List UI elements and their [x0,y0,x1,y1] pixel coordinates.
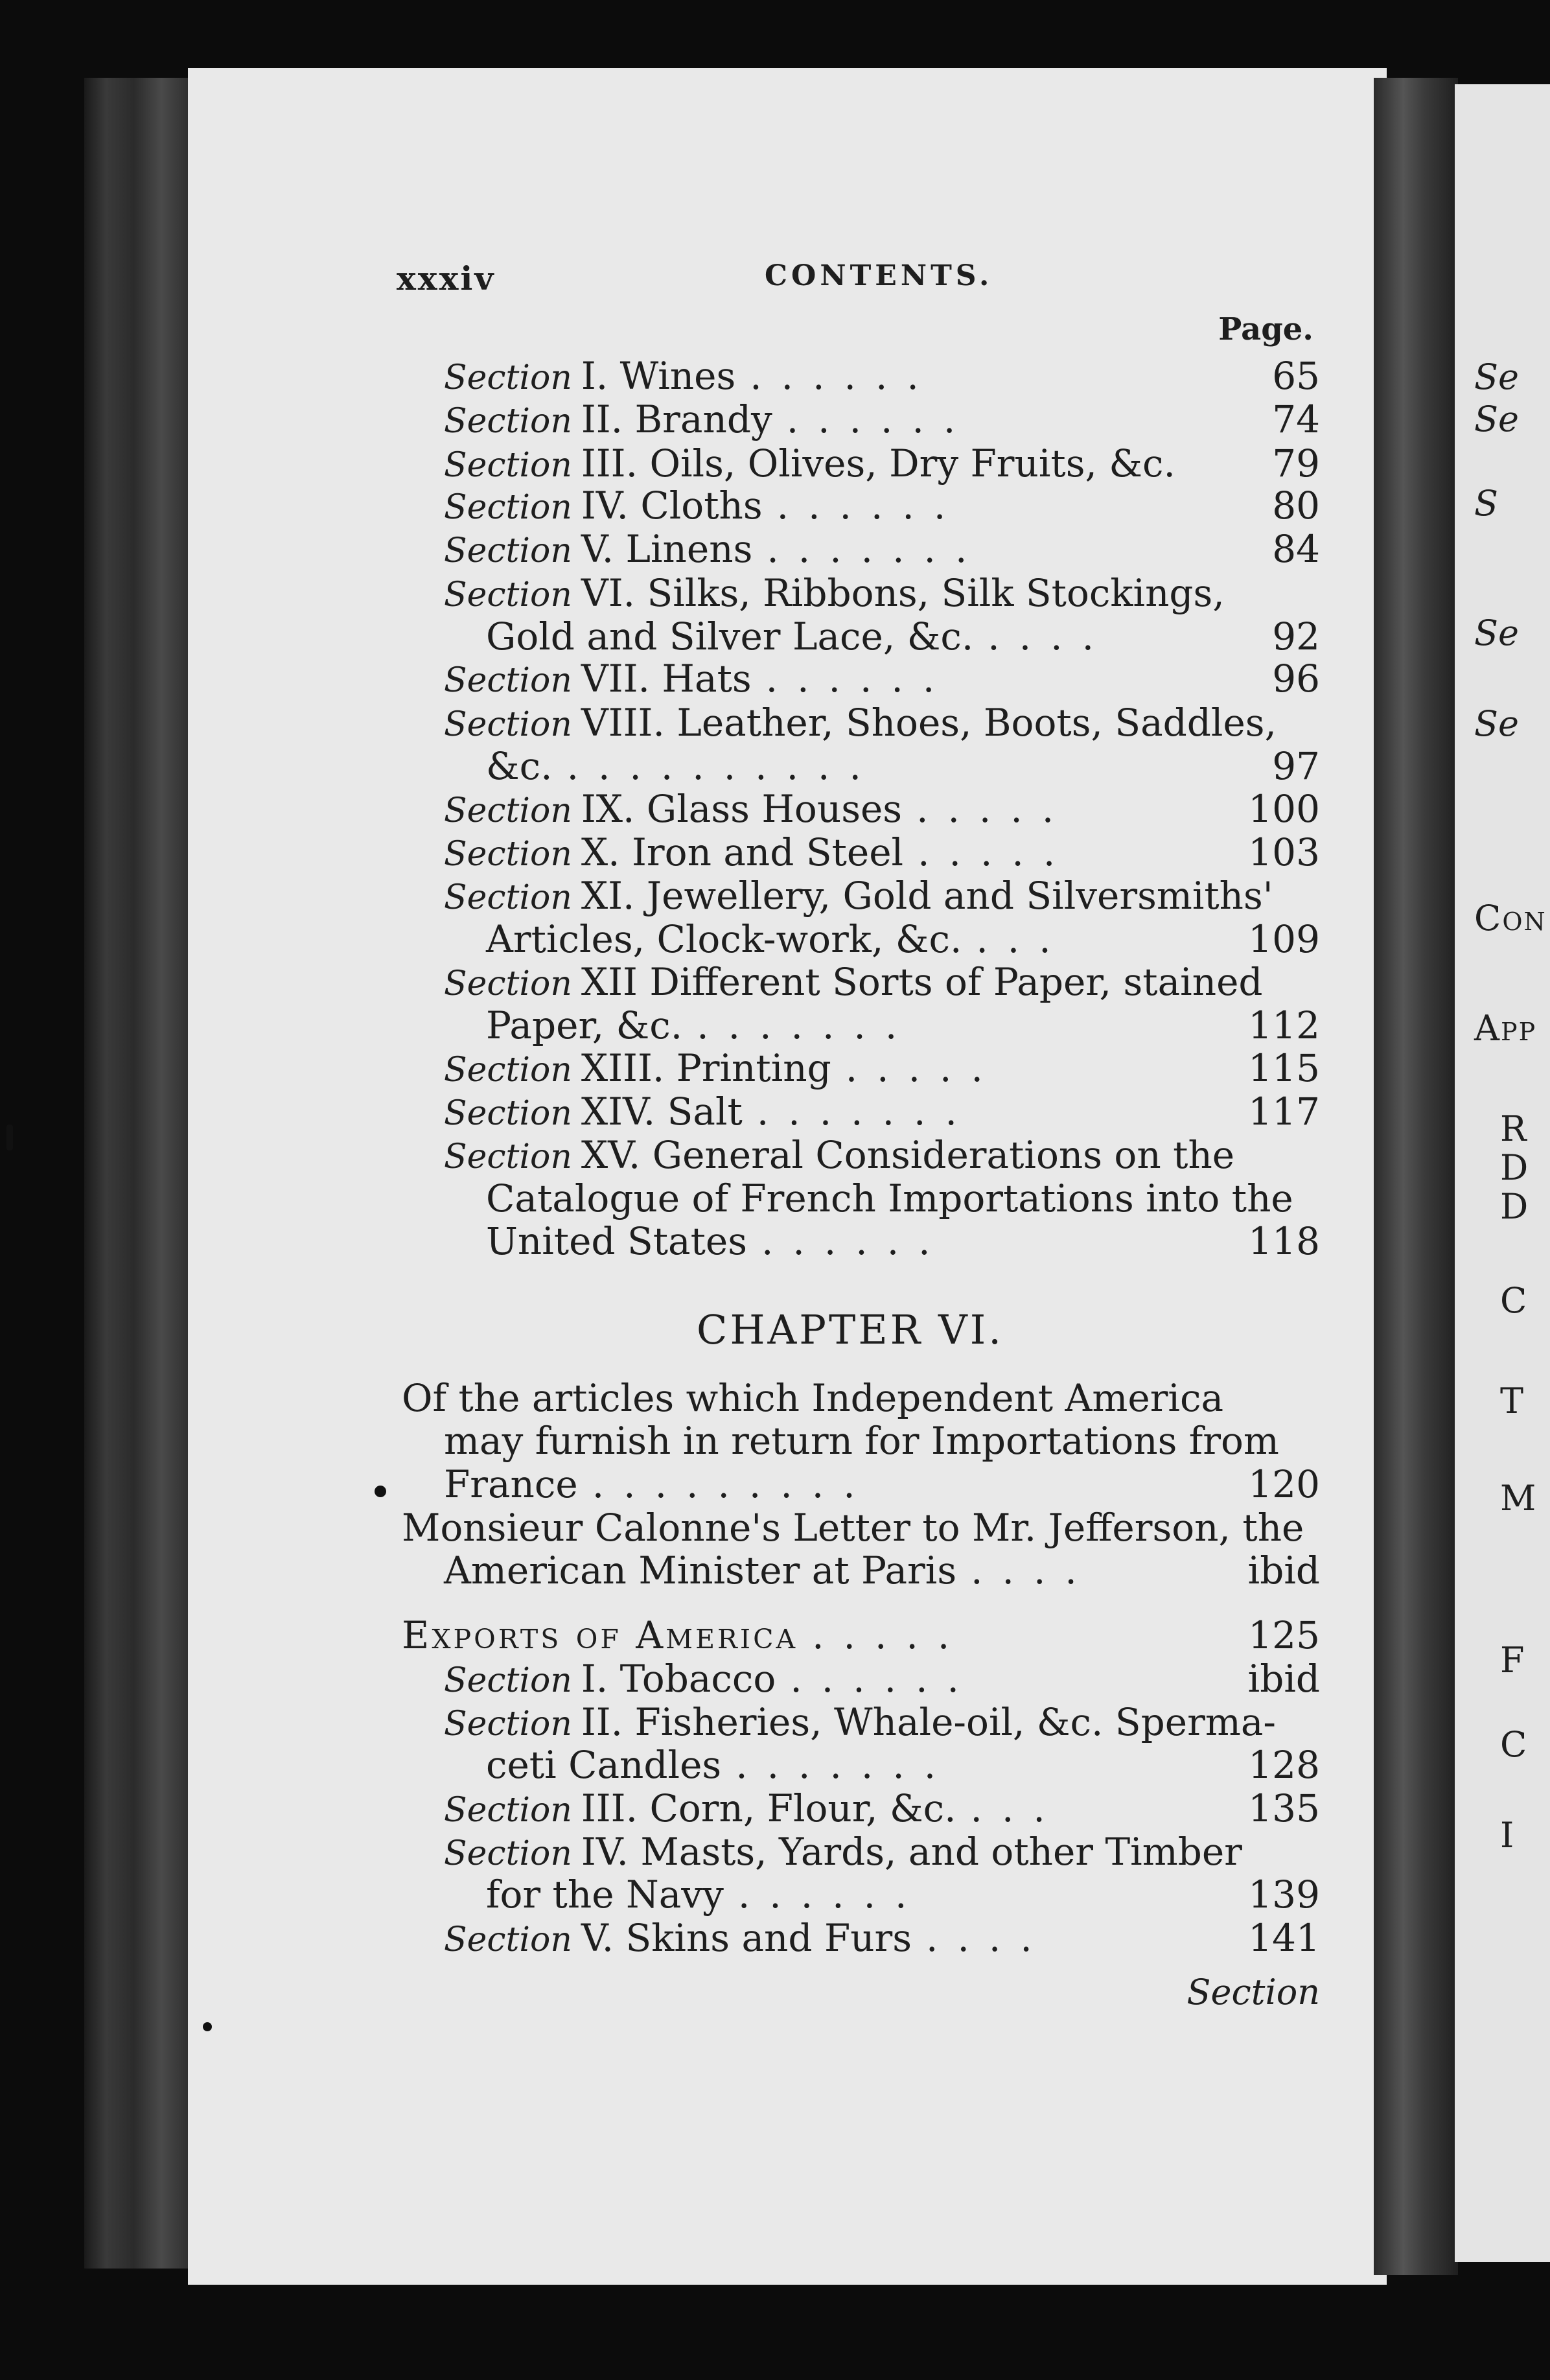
toc-entry [444,1656,978,1701]
toc-entry [444,570,1225,616]
entry-title: X. Iron and Steel [581,830,904,874]
section-label: Section [444,1138,572,1176]
entry-page: ibid [1247,1548,1320,1592]
section-label: Section [444,1705,572,1744]
adjacent-fragment: S [1474,483,1498,524]
entry-page: 115 [1248,1046,1320,1090]
entry-title: V. Linens [581,527,753,571]
leader-dots: ..... [916,787,1074,831]
toc-entry [444,786,1073,832]
toc-entry [444,1132,1234,1178]
leader-dots: ..... [812,1613,969,1657]
toc-entry [444,526,986,572]
section-label: Section [444,1834,572,1873]
entry-page: 96 [1272,657,1320,701]
toc-entry [444,1089,977,1134]
toc-entry [444,441,1175,486]
section-label: Section [444,1661,572,1700]
chapter-heading: CHAPTER VI. [697,1306,1004,1353]
toc-entry [444,873,1273,918]
leader-dots: .......... [566,744,881,788]
entry-page: 128 [1248,1743,1320,1787]
entry-title: V. Skins and Furs [581,1916,912,1960]
entry-page: 112 [1248,1003,1320,1047]
section-label: Section [444,358,572,397]
adjacent-fragment: M [1500,1478,1536,1519]
section-label: Section [444,1791,572,1830]
section-label: Section [444,402,572,441]
section-label: Section [444,878,572,917]
exports-heading: Exports of America [402,1613,798,1657]
entry-page: 97 [1272,744,1320,788]
entry-title: III. Corn, Flour, &c. [581,1786,956,1830]
toc-entry [402,1613,969,1658]
entry-page: 139 [1248,1872,1320,1917]
adjacent-fragment: App [1474,1008,1537,1049]
leader-dots: ...... [750,354,938,398]
toc-entry-continuation [486,614,1113,659]
adjacent-fragment: F [1500,1640,1525,1681]
leader-dots: ....... [756,1090,977,1134]
toc-entry [444,959,1263,1005]
section-label: Section [444,835,572,874]
leader-dots: ...... [776,484,966,528]
leader-dots: .... [926,1916,1052,1960]
entry-title: &c. [486,744,553,788]
leader-dots: ...... [790,1657,978,1701]
entry-page: 100 [1248,787,1320,831]
leader-dots: ....... [735,1743,956,1787]
toc-entry-continuation [486,916,1070,962]
section-label: Section [444,791,572,830]
leader-dots: ...... [786,397,975,441]
entry-title: American Minister at Paris [444,1548,957,1592]
section-label: Section [444,1094,572,1133]
catchword: Section [1186,1972,1320,2012]
entry-title: XII Different Sorts of Paper, stained [581,960,1263,1004]
entry-page: 74 [1272,397,1320,441]
entry-title: Articles, Clock-work, &c. [486,917,962,961]
toc-entry-continuation [486,1176,1293,1221]
leader-dots: ... [976,917,1070,961]
entry-title: ceti Candles [486,1743,722,1787]
entry-title: United States [486,1219,747,1263]
section-label: Section [444,1920,572,1959]
leader-dots: ......... [592,1462,875,1506]
toc-entry-continuation [444,1418,1279,1464]
entry-page: 141 [1248,1916,1320,1960]
entry-page: 120 [1248,1462,1320,1506]
page-number: xxxiv [397,259,496,298]
adjacent-fragment: Se [1474,612,1519,653]
toc-entry [402,1375,1223,1421]
entry-title: IV. Cloths [581,484,763,528]
adjacent-fragment: Se [1474,399,1519,439]
leader-dots: .... [988,614,1114,659]
section-label: Section [444,964,572,1003]
leader-dots: ..... [845,1046,1002,1090]
entry-title: XIV. Salt [581,1090,743,1134]
toc-entry [444,353,938,399]
adjacent-fragment: T [1500,1381,1524,1421]
toc-entry [444,830,1074,875]
toc-entry-continuation [486,743,881,789]
leader-dots: ...... [761,1219,950,1263]
section-label: Section [444,1051,572,1090]
toc-entry [402,1505,1304,1550]
entry-title: IV. Masts, Yards, and other Timber [581,1830,1242,1874]
toc-entry [444,1045,1002,1091]
entry-title: I. Wines [581,354,736,398]
section-label: Section [444,531,572,570]
adjacent-fragment: C [1500,1724,1527,1765]
entry-title: for the Navy [486,1872,724,1917]
entry-page: ibid [1247,1657,1320,1701]
entry-title: Paper, &c. [486,1003,683,1047]
ink-speck [203,2022,212,2031]
toc-entry [444,700,1277,745]
section-label: Section [444,446,572,485]
entry-title: VIII. Leather, Shoes, Boots, Saddles, [581,701,1277,745]
toc-entry-continuation [486,1742,955,1788]
entry-title: Of the articles which Independent America [402,1376,1224,1420]
entry-page: 103 [1248,830,1320,874]
toc-entry [444,656,954,701]
adjacent-fragment: D [1500,1147,1529,1188]
toc-entry [444,483,965,528]
leader-dots: ... [970,1786,1065,1830]
toc-entry-continuation [486,1003,916,1048]
running-title: CONTENTS. [765,259,993,292]
entry-title: XIII. Printing [581,1046,831,1090]
entry-title: II. Brandy [581,397,772,441]
page-column-label: Page. [1218,311,1313,347]
leader-dots: ...... [765,657,954,701]
entry-title: VII. Hats [581,657,752,701]
entry-page: 84 [1272,527,1320,571]
toc-entry [444,1786,1065,1831]
entry-title: may furnish in return for Importations from [444,1419,1279,1463]
entry-page: 118 [1248,1219,1320,1263]
leader-dots: ...... [737,1872,927,1917]
entry-title: III. Oils, Olives, Dry Fruits, &c. [581,441,1175,485]
adjacent-fragment: Se [1474,703,1519,744]
toc-entry-continuation [486,1872,926,1917]
entry-title: Catalogue of French Importations into the [486,1176,1293,1220]
entry-page: 109 [1248,917,1320,961]
section-label: Section [444,576,572,614]
entry-title: XI. Jewellery, Gold and Silversmiths' [581,874,1273,918]
adjacent-fragment: Con [1474,898,1547,939]
entry-title: XV. General Considerations on the [581,1133,1235,1177]
entry-title: I. Tobacco [581,1657,776,1701]
ink-speck [6,1125,13,1150]
entry-page: 92 [1272,614,1320,659]
ink-speck [375,1486,386,1497]
entry-page: 117 [1248,1090,1320,1134]
entry-title: Gold and Silver Lace, &c. [486,614,974,659]
toc-entry [444,1699,1276,1745]
toc-entry [444,1829,1242,1874]
entry-title: Monsieur Calonne's Letter to Mr. Jefferson, the [402,1506,1304,1550]
section-label: Section [444,661,572,700]
leader-dots: ....... [767,527,987,571]
toc-entry [444,397,975,442]
adjacent-fragment: D [1500,1186,1529,1227]
entry-title: II. Fisheries, Whale-oil, &c. Sperma- [581,1700,1276,1744]
section-label: Section [444,488,572,527]
entry-title: France [444,1462,578,1506]
adjacent-fragment: R [1500,1108,1527,1149]
toc-entry-continuation [444,1548,1096,1593]
leader-dots: ..... [918,830,1075,874]
entry-page: 79 [1272,441,1320,485]
entry-page: 80 [1272,484,1320,528]
entry-page: 65 [1272,354,1320,398]
toc-entry-continuation [444,1462,875,1507]
toc-entry-continuation [486,1219,950,1264]
adjacent-fragment: Se [1474,356,1519,397]
entry-page: 135 [1248,1786,1320,1830]
adjacent-fragment: C [1500,1280,1527,1321]
toc-entry [444,1915,1052,1961]
entry-title: VI. Silks, Ribbons, Silk Stockings, [581,571,1225,615]
adjacent-fragment: I [1500,1815,1514,1856]
leader-dots: ....... [697,1003,917,1047]
section-label: Section [444,705,572,744]
entry-page: 125 [1248,1613,1320,1657]
entry-title: IX. Glass Houses [581,787,903,831]
leader-dots: .... [971,1548,1096,1592]
